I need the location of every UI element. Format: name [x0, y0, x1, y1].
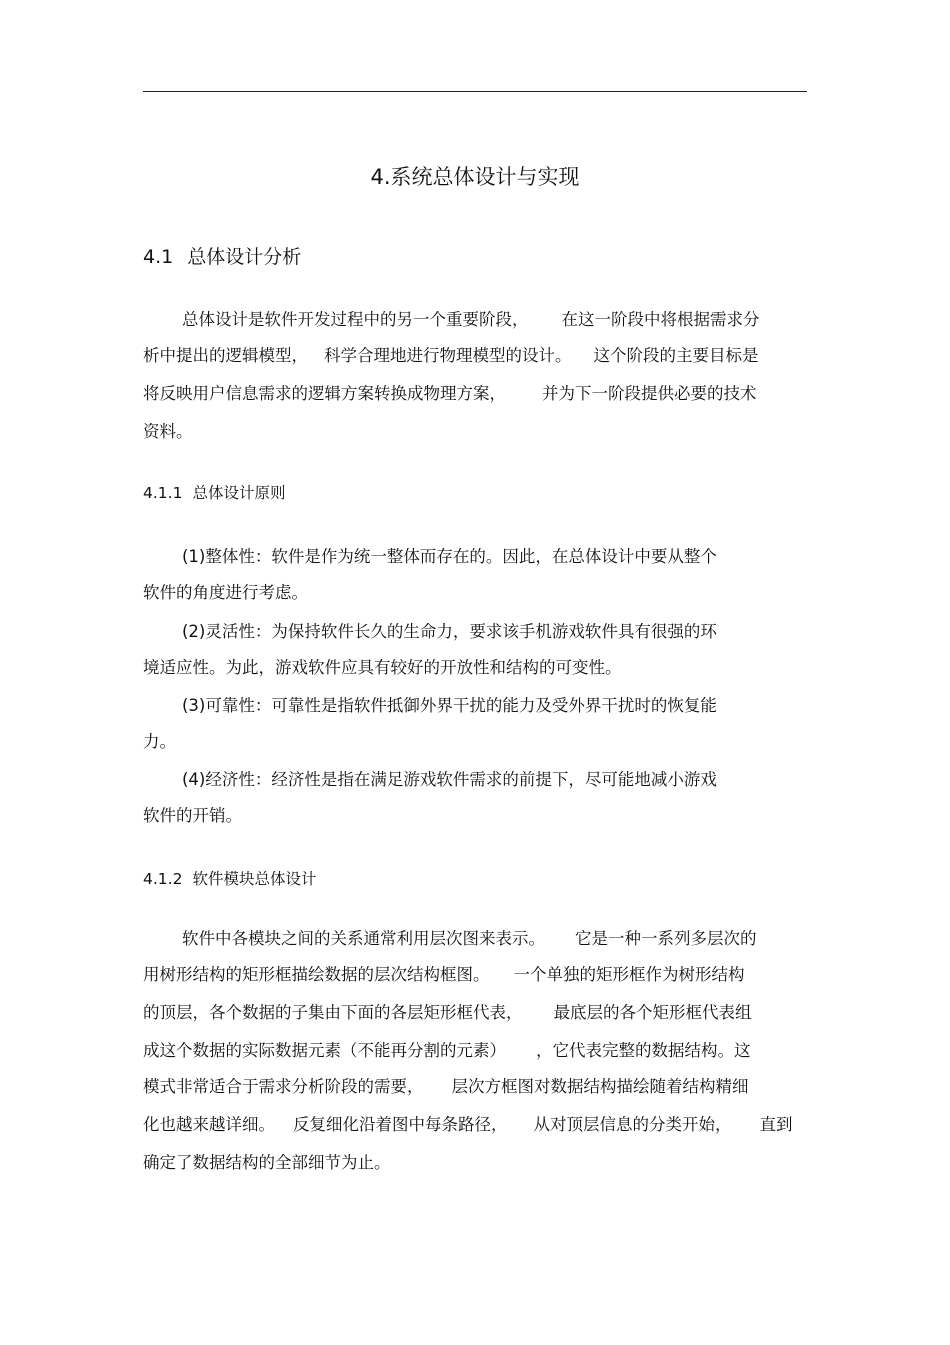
- principle-3-line-1: (3)可靠性：可靠性是指软件抵御外界干扰的能力及受外界干扰时的恢复能: [182, 696, 717, 715]
- text-run: 科学合理地进行物理模型的设计。: [324, 346, 572, 365]
- intro-line-2: [143, 344, 807, 368]
- chapter-title: 4.系统总体设计与实现: [370, 165, 580, 189]
- section-heading: [143, 244, 301, 270]
- module-line-1: [182, 927, 846, 951]
- subsection-heading-2: [143, 868, 316, 890]
- text-run: 并为下一阶段提供必要的技术: [542, 384, 757, 403]
- subsection-title: 总体设计原则: [192, 484, 286, 502]
- text-run: 用树形结构的矩形框描绘数据的层次结构框图。: [143, 965, 490, 984]
- text-run: 层次方框图对数据结构描绘随着结构精细: [451, 1077, 749, 1096]
- text-run: 它是一种一系列多层次的: [575, 929, 757, 948]
- section-title: 总体设计分析: [187, 246, 302, 268]
- intro-line-1: [182, 308, 846, 332]
- module-line-2: [143, 963, 807, 987]
- text-run: 模式非常适合于需求分析阶段的需要，: [143, 1077, 424, 1096]
- module-line-4: [143, 1039, 807, 1063]
- text-run: 资料。: [143, 422, 193, 441]
- principle-4-line-1: (4)经济性：经济性是指在满足游戏软件需求的前提下，尽可能地减小游戏: [182, 770, 717, 789]
- text-run: 一个单独的矩形框作为树形结构: [513, 965, 745, 984]
- text-run: 化也越来越详细。: [143, 1115, 275, 1134]
- section-number: 4.1: [143, 246, 174, 268]
- text-run: 的顶层，各个数据的子集由下面的各层矩形框代表，: [143, 1003, 523, 1022]
- module-line-7: [143, 1151, 807, 1175]
- subsection-heading-1: [143, 482, 285, 504]
- intro-line-3: [143, 382, 807, 406]
- text-run: ，它代表完整的数据结构。这: [536, 1041, 751, 1060]
- principle-3-line-2: 力。: [143, 732, 176, 751]
- text-run: 确定了数据结构的全部细节为止。: [143, 1153, 391, 1172]
- text-run: 直到: [759, 1115, 793, 1134]
- text-run: 总体设计是软件开发过程中的另一个重要阶段，: [182, 310, 529, 329]
- module-line-6: [143, 1113, 807, 1137]
- text-run: 析中提出的逻辑模型，: [143, 346, 308, 365]
- subsection-title: 软件模块总体设计: [192, 870, 317, 888]
- subsection-number: 4.1.1: [143, 484, 183, 502]
- text-run: 软件中各模块之间的关系通常利用层次图来表示。: [182, 929, 545, 948]
- text-run: 反复细化沿着图中每条路径，: [293, 1115, 508, 1134]
- text-run: 将反映用户信息需求的逻辑方案转换成物理方案，: [143, 384, 506, 403]
- principle-2-line-1: (2)灵活性：为保持软件长久的生命力，要求该手机游戏软件具有很强的环: [182, 622, 717, 641]
- principle-1-line-2: 软件的角度进行考虑。: [143, 583, 308, 602]
- subsection-number: 4.1.2: [143, 870, 183, 888]
- module-line-3: [143, 1001, 807, 1025]
- principle-4-line-2: 软件的开销。: [143, 806, 242, 825]
- intro-line-4: [143, 420, 807, 444]
- module-line-5: [143, 1075, 807, 1099]
- text-run: 成这个数据的实际数据元素（不能再分割的元素）: [143, 1041, 506, 1060]
- text-run: 从对顶层信息的分类开始，: [533, 1115, 732, 1134]
- text-run: 在这一阶段中将根据需求分: [561, 310, 760, 329]
- header-rule: [143, 91, 807, 92]
- principle-2-line-2: 境适应性。为此，游戏软件应具有较好的开放性和结构的可变性。: [143, 658, 622, 677]
- principle-1-line-1: (1)整体性：软件是作为统一整体而存在的。因此，在总体设计中要从整个: [182, 547, 717, 566]
- text-run: 这个阶段的主要目标是: [593, 346, 759, 365]
- text-run: 最底层的各个矩形框代表组: [553, 1003, 752, 1022]
